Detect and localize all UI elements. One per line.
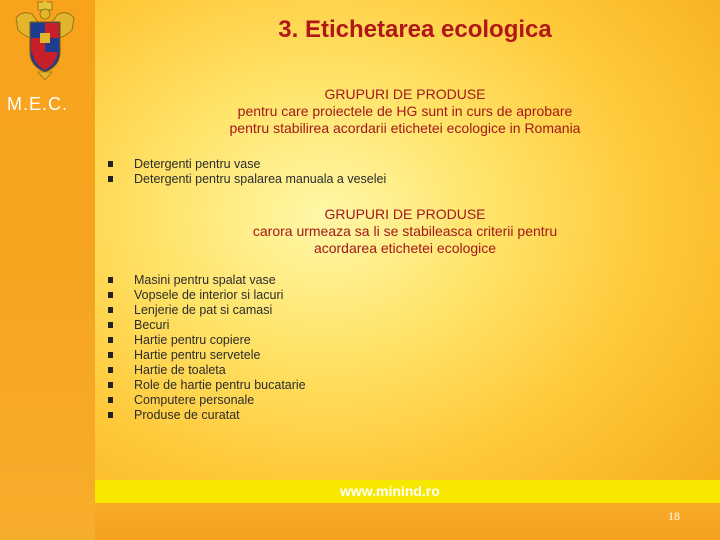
list-item [108, 408, 306, 423]
slide-number: 18 [668, 509, 680, 523]
list-item-label: Vopsele de interior si lacuri [134, 288, 284, 302]
square-bullet-icon [108, 176, 113, 182]
square-bullet-icon [108, 397, 113, 403]
section2-heading-line3: acordarea etichetei ecologice [313, 240, 497, 256]
list-item [108, 393, 306, 408]
square-bullet-icon [108, 161, 113, 167]
romania-coat-of-arms-icon [10, 0, 80, 82]
slide-title: 3. Etichetarea ecologica [278, 16, 552, 43]
list-item-label: Role de hartie pentru bucatarie [134, 378, 306, 392]
section1-heading-line2: pentru care proiectele de HG sunt in curs de aprobare [237, 103, 573, 119]
list-item-label: Hartie de toaleta [134, 363, 226, 377]
section1-list [108, 157, 386, 187]
square-bullet-icon [108, 292, 113, 298]
list-item-label: Computere personale [134, 393, 255, 407]
website-url[interactable]: www.minind.ro [340, 483, 440, 499]
section2-heading-line1: GRUPURI DE PRODUSE [324, 206, 486, 222]
list-item [108, 172, 386, 187]
section1-heading-line1: GRUPURI DE PRODUSE [324, 86, 486, 102]
square-bullet-icon [108, 412, 113, 418]
list-item-label: Detergenti pentru spalarea manuala a veselei [134, 172, 387, 186]
section1-heading [180, 86, 630, 137]
list-item [108, 318, 306, 333]
square-bullet-icon [108, 352, 113, 358]
square-bullet-icon [108, 322, 113, 328]
list-item [108, 333, 306, 348]
section2-heading [180, 206, 630, 257]
side-label: M.E.C. [7, 94, 69, 114]
list-item-label: Produse de curatat [134, 408, 240, 422]
footer-strip [95, 503, 720, 540]
list-item-label: Hartie pentru servetele [134, 348, 261, 362]
list-item [108, 273, 306, 288]
section2-heading-line2: carora urmeaza sa li se stabileasca criterii pentru [252, 223, 558, 239]
square-bullet-icon [108, 382, 113, 388]
list-item-label: Detergenti pentru vase [134, 157, 261, 171]
square-bullet-icon [108, 337, 113, 343]
section1-heading-line3: pentru stabilirea acordarii etichetei ecologice in Romania [229, 120, 581, 136]
list-item [108, 363, 306, 378]
square-bullet-icon [108, 277, 113, 283]
list-item-label: Hartie pentru copiere [134, 333, 251, 347]
square-bullet-icon [108, 367, 113, 373]
list-item-label: Lenjerie de pat si camasi [134, 303, 273, 317]
square-bullet-icon [108, 307, 113, 313]
list-item-label: Becuri [134, 318, 170, 332]
sidebar-band [0, 0, 95, 540]
list-item-label: Masini pentru spalat vase [134, 273, 276, 287]
list-item [108, 348, 306, 363]
list-item [108, 288, 306, 303]
list-item [108, 157, 386, 172]
list-item [108, 303, 306, 318]
list-item [108, 378, 306, 393]
section2-list [108, 273, 306, 423]
